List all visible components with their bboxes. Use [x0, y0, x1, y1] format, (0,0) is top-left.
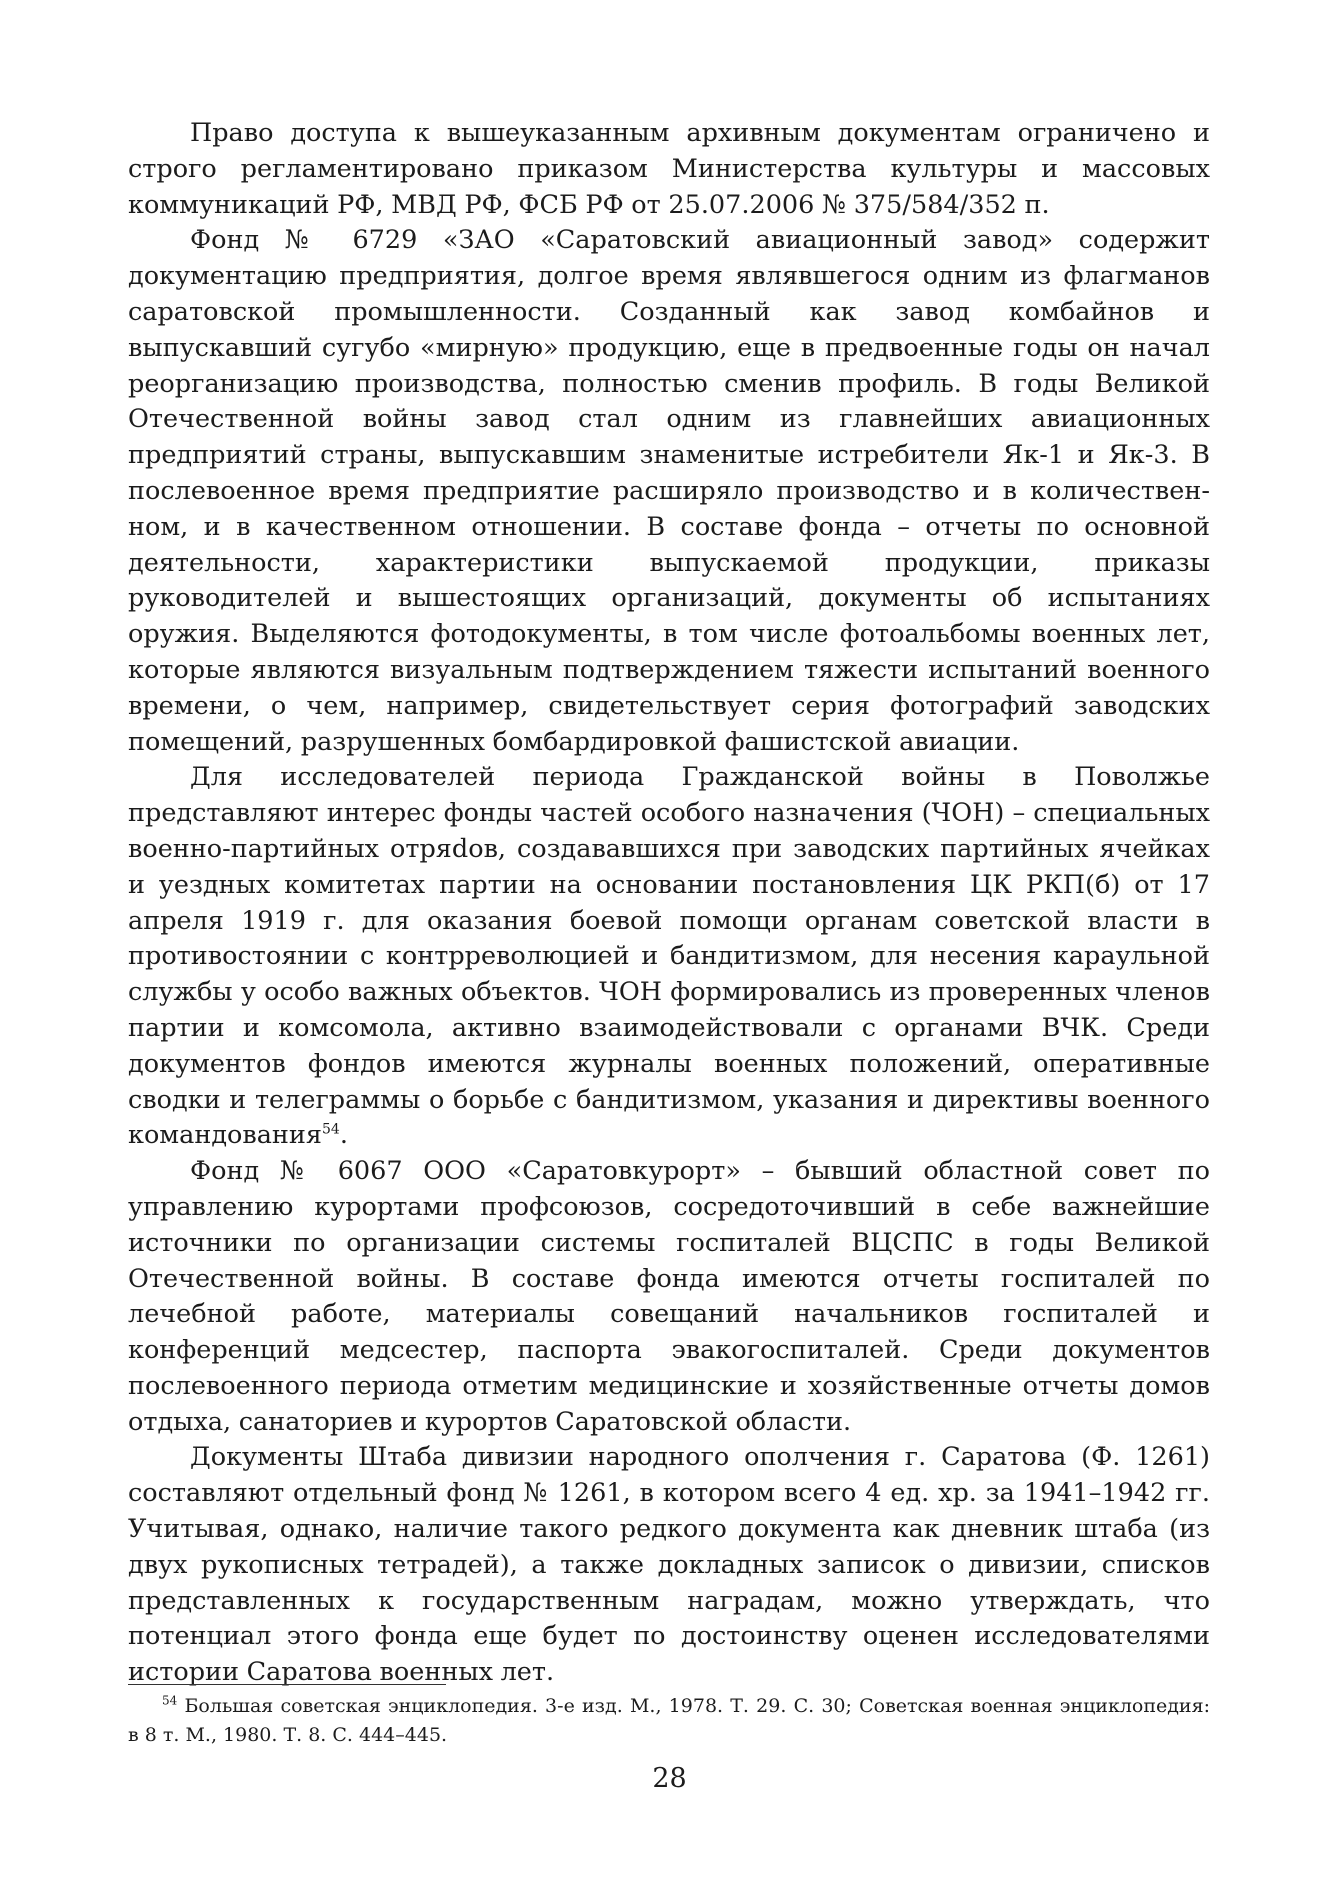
paragraph-fund-6067: Фонд № 6067 ООО «Саратовкурорт» – бывший областной совет по управлению курортами профсоюзов, сосредоточивший в себе важнейшие источники по организации системы госпиталей ВЦСПС в годы Великой Отечественной войны. В составе фонда имеются отчеты госпиталей по лечебной работе, материалы совещаний начальников госпиталей и конференций медсестер, паспорта эвакогоспиталей. Среди документов послевоенного периода отметим медицинские и хозяйственные отчеты домов отдыха, санаториев и курортов Саратовской области.: [128, 1156, 1210, 1437]
paragraph-fund-6729: Фонд № 6729 «ЗАО «Саратовский авиационный завод» содержит документацию предприятия, долгое время являвшегося одним из флагманов саратовской промышленности. Созданный как завод комбайнов и выпускавший сугубо «мирную» продукцию, еще в предвоенные годы он начал реорганизацию производства, полностью сменив профиль. В годы Великой Отечественной войны завод стал одним из главнейших авиационных предприятий страны, выпускавшим знаменитые истребители Як-1 и Як-3. В послевоенное время предприятие расширяло производство и в количественном, и в качественном отношении. В составе фонда – отчеты по основной деятельности, характеристики выпускаемой продукции, приказы руководителей и вышестоящих организаций, документы об испытаниях оружия. Выделяются фотодокументы, в том числе фотоальбомы военных лет, которые являются визуальным подтверждением тяжести испытаний военного времени, о чем, например, свидетельствует серия фотографий заводских помещений, разрушенных бомбардировкой фашистской авиации.: [128, 225, 1210, 757]
footnote-number: 54: [162, 1693, 178, 1708]
paragraph-chon-text: Для исследователей периода Гражданской войны в Поволжье представляют интерес фонды частей особого назначения (ЧОН) – специальных военно-партийных отряdов, создававшихся при заводских партийных ячейках и уездных комитетах партии на основании постановления ЦК РКП(б) от 17 апреля 1919 г. для оказания боевой помощи органам советской власти в противостоянии с контрреволюцией и бандитизмом, для несения караульной службы у особо важных объектов. ЧОН формировались из проверенных членов партии и комсомола, активно взаимодействовали с органами ВЧК. Среди документов фондов имеются журналы военных положений, оперативные сводки и телеграммы о борьбе с бандитизмом, указания и директивы военного командования: [128, 762, 1210, 1151]
footnote-divider: [128, 1684, 446, 1685]
paragraph-access-rights: Право доступа к вышеуказанным архивным документам ограничено и строго регламентировано приказом Министерства культуры и массовых коммуникаций РФ, МВД РФ, ФСБ РФ от 25.07.2006 № 375/584/352 п.: [128, 118, 1210, 220]
page-number: 28: [652, 1763, 687, 1794]
body-text: [128, 116, 1210, 1691]
footnote: [128, 1692, 1210, 1750]
paragraph-fund-1261: Документы Штаба дивизии народного ополчения г. Саратова (Ф. 1261) составляют отдельный фонд № 1261, в котором всего 4 ед. хр. за 1941–1942 гг. Учитывая, однако, наличие такого редкого документа как дневник штаба (из двух рукописных тетрадей), а также докладных записок о дивизии, списков представленных к государственным наградам, можно утверждать, что потенциал этого фонда еще будет по достоинству оценен исследователями истории Саратова военных лет.: [128, 1442, 1210, 1688]
footnote-text: Большая советская энциклопедия. 3-е изд. М., 1978. Т. 29. С. 30; Советская военная энциклопедия: в 8 т. М., 1980. Т. 8. С. 444–445.: [128, 1695, 1210, 1746]
footnote-reference-punctuation: .: [339, 1120, 348, 1151]
paragraph-chon-funds: [128, 760, 1210, 1154]
footnote-reference[interactable]: 54: [322, 1121, 340, 1138]
